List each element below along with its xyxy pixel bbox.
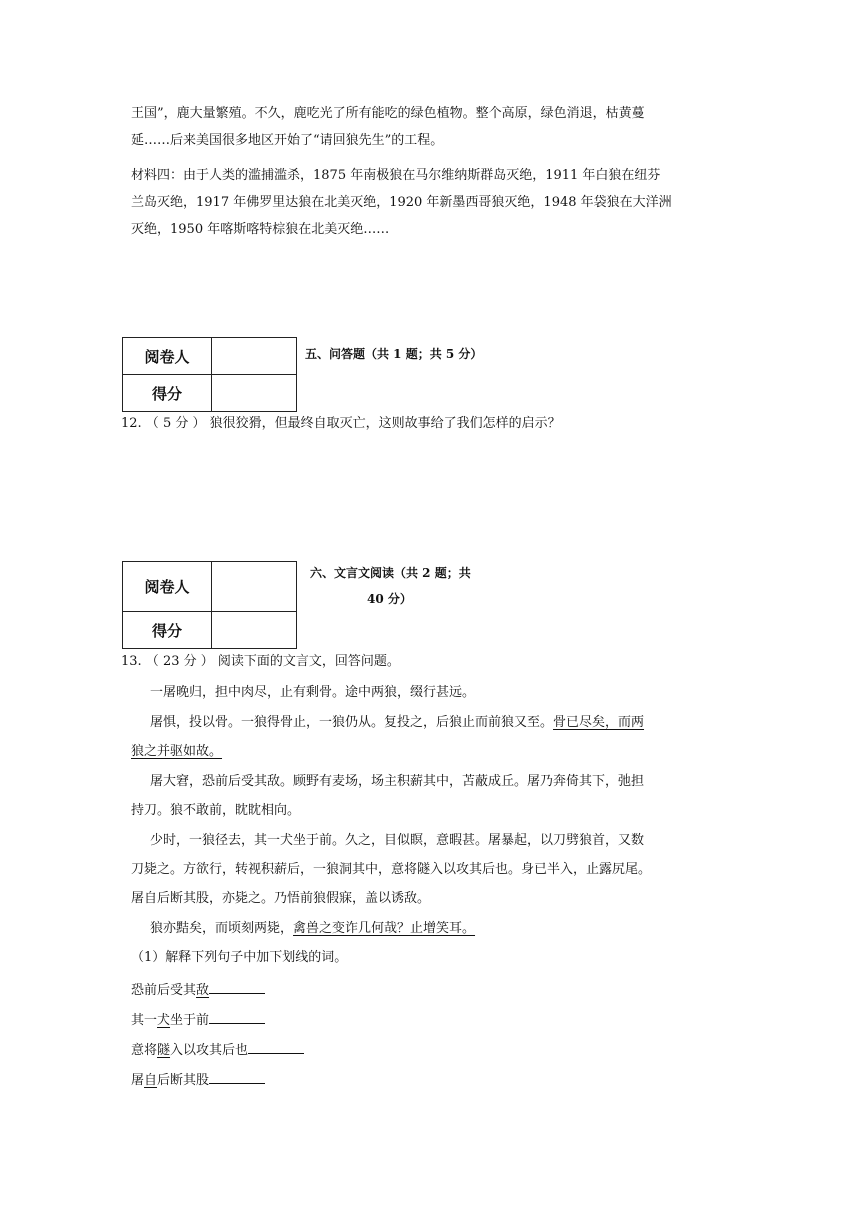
score-cell[interactable] — [212, 612, 297, 649]
item-text: 入以攻其后也 — [170, 1043, 249, 1058]
reviewer-cell[interactable] — [212, 562, 297, 612]
section-6-title-line-2: 40 分） — [367, 592, 412, 606]
section-6-title-line-1: 六、文言文阅读（共 2 题；共 — [310, 566, 471, 580]
passage-paragraph-2-line-1 — [150, 713, 644, 733]
reviewer-label: 阅卷人 — [123, 562, 212, 612]
passage-paragraph-3-line-2: 持刀。狼不敢前，眈眈相向。 — [131, 803, 301, 818]
sub-question-1: （1）解释下列句子中加下划线的词。 — [131, 950, 348, 965]
item-text: 后断其股 — [157, 1073, 210, 1088]
underlined-sentence: 狼之并驱如故。 — [131, 744, 223, 759]
item-text: 其一 — [131, 1013, 158, 1028]
answer-blank[interactable] — [209, 980, 265, 994]
score-cell[interactable] — [212, 375, 297, 412]
material-4-line-2: 兰岛灭绝，1917 年佛罗里达狼在北美灭绝，1920 年新墨西哥狼灭绝，1948 年袋狼在大洋洲 — [131, 195, 672, 210]
material-4-line-3: 灭绝，1950 年喀斯喀特棕狼在北美灭绝…… — [131, 222, 390, 237]
underlined-sentence: 禽兽之变诈几何哉？止增笑耳。 — [293, 921, 476, 936]
score-table-section-6 — [122, 561, 297, 649]
item-text: 坐于前 — [170, 1013, 210, 1028]
target-word: 隧 — [157, 1043, 171, 1058]
reviewer-cell[interactable] — [212, 338, 297, 375]
passage-text: 狼亦黠矣，而顷刻两毙， — [150, 921, 294, 936]
target-word: 自 — [144, 1073, 158, 1088]
score-label: 得分 — [123, 612, 212, 649]
section-5-title: 五、问答题（共 1 题；共 5 分） — [305, 347, 483, 361]
score-label: 得分 — [123, 375, 212, 412]
answer-blank[interactable] — [209, 1070, 265, 1084]
fill-item-3 — [131, 1040, 304, 1061]
item-text: 意将 — [131, 1043, 158, 1058]
passage-paragraph-3-line-1: 屠大窘，恐前后受其敌。顾野有麦场，场主积薪其中，苫蔽成丘。屠乃奔倚其下，弛担 — [150, 774, 645, 789]
score-table-section-5 — [122, 337, 297, 412]
material-3-line-2: 延……后来美国很多地区开始了“请回狼先生”的工程。 — [131, 133, 444, 148]
fill-item-2 — [131, 1010, 265, 1031]
passage-text: 屠惧，投以骨。一狼得骨止，一狼仍从。复投之，后狼止而前狼又至。 — [150, 715, 554, 730]
passage-paragraph-2-line-2 — [131, 742, 222, 762]
underlined-sentence: 骨已尽矣，而两 — [553, 715, 645, 730]
passage-paragraph-4-line-1: 少时，一狼径去，其一犬坐于前。久之，目似瞑，意暇甚。屠暴起，以刀劈狼首，又数 — [150, 833, 645, 848]
passage-paragraph-1: 一屠晚归，担中肉尽，止有剩骨。途中两狼，缀行甚远。 — [150, 685, 476, 700]
passage-paragraph-4-line-2: 刀毙之。方欲行，转视积薪后，一狼洞其中，意将隧入以攻其后也。身已半入，止露尻尾。 — [131, 862, 652, 877]
passage-paragraph-5 — [150, 919, 475, 939]
material-4-line-1: 材料四：由于人类的滥捕滥杀，1875 年南极狼在马尔维纳斯群岛灭绝，1911 年白狼在纽芬 — [131, 168, 661, 183]
target-word: 犬 — [157, 1013, 171, 1028]
question-12: 12. （ 5 分 ） 狼很狡猾，但最终自取灭亡，这则故事给了我们怎样的启示？ — [121, 416, 561, 431]
fill-item-4 — [131, 1070, 265, 1091]
reviewer-label: 阅卷人 — [123, 338, 212, 375]
fill-item-1 — [131, 980, 265, 1001]
item-text: 屠 — [131, 1073, 145, 1088]
question-13: 13. （ 23 分 ） 阅读下面的文言文，回答问题。 — [121, 654, 400, 669]
passage-paragraph-4-line-3: 屠自后断其股，亦毙之。乃悟前狼假寐，盖以诱敌。 — [131, 891, 431, 906]
answer-blank[interactable] — [209, 1010, 265, 1024]
answer-blank[interactable] — [248, 1040, 304, 1054]
target-word: 敌 — [196, 983, 210, 998]
item-text: 恐前后受其 — [131, 983, 197, 998]
material-3-line-1: 王国”，鹿大量繁殖。不久，鹿吃光了所有能吃的绿色植物。整个高原，绿色消退，枯黄蔓 — [131, 106, 645, 121]
